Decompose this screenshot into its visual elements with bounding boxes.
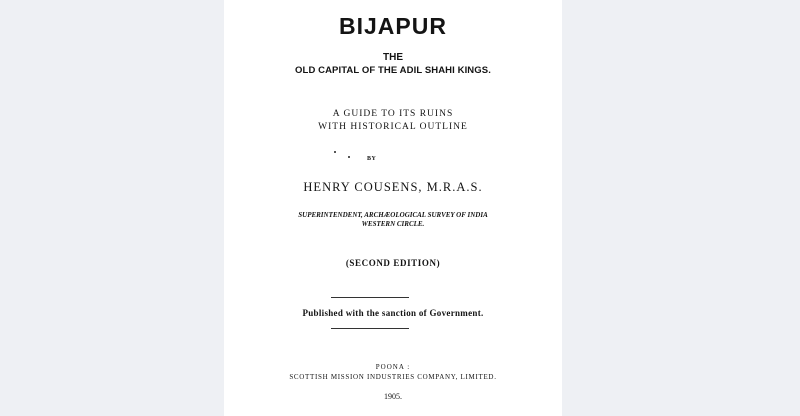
publication-year: 1905. bbox=[384, 392, 402, 401]
divider-rule-bottom bbox=[331, 328, 409, 329]
author-role-line-1: SUPERINTENDENT, ARCHÆOLOGICAL SURVEY OF INDIA bbox=[298, 211, 488, 219]
guide-line-2: WITH HISTORICAL OUTLINE bbox=[318, 122, 468, 132]
book-title: BIJAPUR bbox=[339, 13, 447, 39]
author-name: HENRY COUSENS, M.R.A.S. bbox=[303, 180, 483, 194]
title-the: THE bbox=[383, 52, 403, 63]
publication-place: POONA : bbox=[375, 363, 411, 371]
author-role-line-2: WESTERN CIRCLE. bbox=[361, 220, 425, 228]
publisher-name: SCOTTISH MISSION INDUSTRIES COMPANY, LIMITED. bbox=[289, 373, 497, 381]
guide-line-1: A GUIDE TO ITS RUINS bbox=[332, 109, 454, 119]
by-label: BY bbox=[367, 156, 377, 162]
print-speck bbox=[348, 156, 350, 158]
divider-rule-top bbox=[331, 297, 409, 298]
book-subtitle: OLD CAPITAL OF THE ADIL SHAHI KINGS. bbox=[295, 65, 491, 76]
published-statement: Published with the sanction of Government. bbox=[302, 308, 484, 318]
edition-label: (SECOND EDITION) bbox=[345, 258, 441, 268]
book-title-page bbox=[224, 0, 562, 416]
print-speck bbox=[334, 151, 336, 153]
